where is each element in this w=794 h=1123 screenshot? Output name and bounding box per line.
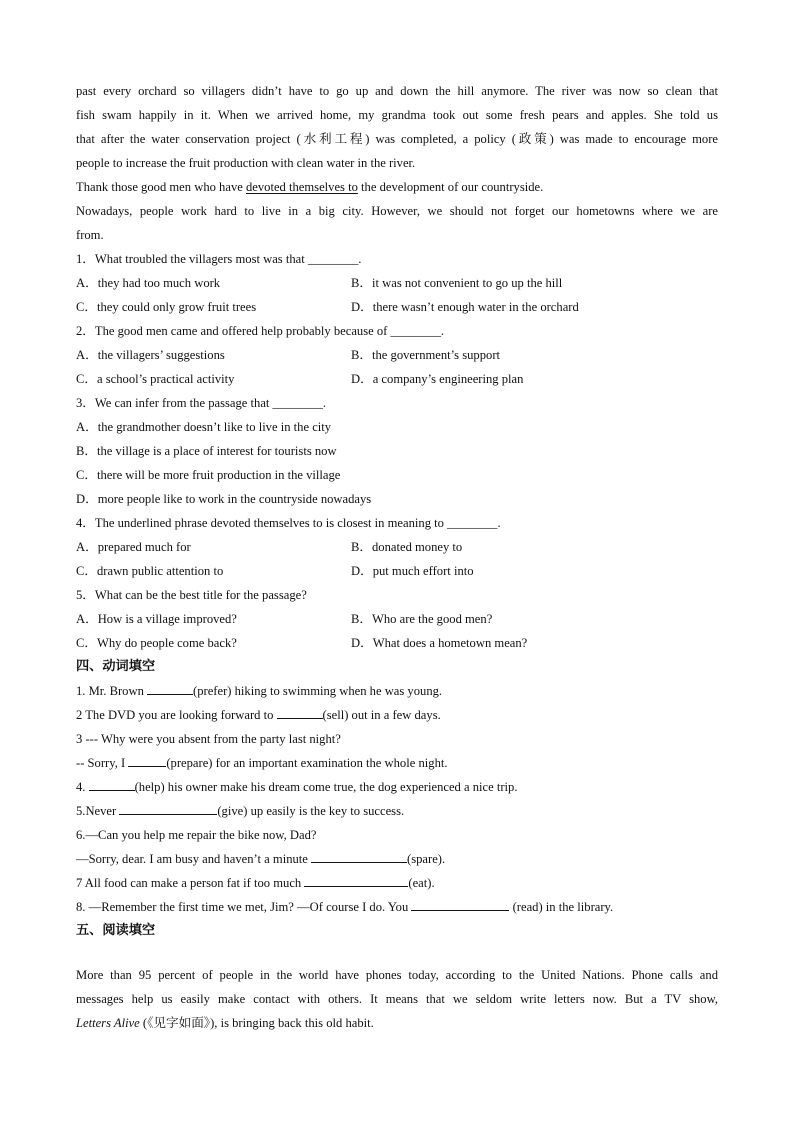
answer-blank[interactable] [147,679,193,695]
option-c: C．Why do people come back? [76,636,237,650]
passage-line: past every orchard so villagers didn’t have to go up and down the hill anymore. The river was now so clean that [76,84,718,98]
option-row [76,631,718,655]
question-stem: 5．What can be the best title for the passage? [76,588,307,602]
passage-line-underlined-phrase: Thank those good men who have devoted themselves to the development of our countryside. [76,180,544,194]
option-b: B．it was not convenient to go up the hill [351,276,563,290]
option-row [76,535,718,559]
option-d: D．there wasn’t enough water in the orchard [351,300,579,314]
option-row [76,295,718,319]
passage-line: that after the water conservation project (水利工程) was completed, a policy (政策) was made to encourage more [76,132,718,146]
section-heading: 四、动词填空 [76,659,156,674]
answer-blank[interactable] [304,871,408,887]
option-a: A．prepared much for [76,540,191,554]
answer-blank[interactable] [119,799,217,815]
option-b: B．the village is a place of interest for tourists now [76,444,337,458]
option-row [76,271,718,295]
option-c: C．a school’s practical activity [76,372,235,386]
option-c: C．they could only grow fruit trees [76,300,257,314]
answer-blank[interactable] [89,775,135,791]
fill-item: 7 All food can make a person fat if too much (eat). [76,871,718,895]
passage-line: messages help us easily make contact with others. It means that we seldom write letters now. But a TV show, [76,992,718,1006]
option-d: D．put much effort into [351,564,474,578]
option-d: D．What does a hometown mean? [351,636,528,650]
fill-item: —Sorry, dear. I am busy and haven’t a minute (spare). [76,847,718,871]
option-c: C．there will be more fruit production in the village [76,468,341,482]
option-c: C．drawn public attention to [76,564,224,578]
fill-item: -- Sorry, I (prepare) for an important examination the whole night. [76,751,718,775]
option-row [76,607,718,631]
option-b: B．the government’s support [351,348,501,362]
passage-line: Letters Alive (《见字如面》), is bringing back this old habit. [76,1016,374,1030]
option-row [76,367,718,391]
passage-line: Nowadays, people work hard to live in a big city. However, we should not forget our hometowns where we are [76,204,718,218]
passage-line: More than 95 percent of people in the world have phones today, according to the United Nations. Phone calls and [76,968,718,982]
option-d: D．more people like to work in the countryside nowadays [76,492,372,506]
option-b: B．Who are the good men? [351,612,493,626]
underlined-phrase: devoted themselves to [245,180,358,194]
fill-item: 4. (help) his owner make his dream come true, the dog experienced a nice trip. [76,775,718,799]
question-stem: 3．We can infer from the passage that ________. [76,396,327,410]
option-b: B．donated money to [351,540,463,554]
show-title: Letters Alive [76,1016,140,1030]
option-d: D．a company’s engineering plan [351,372,524,386]
passage-line: fish swam happily in it. When we arrived home, my grandma took out some fresh pears and apples. She told us [76,108,718,122]
fill-item: 2 The DVD you are looking forward to (sell) out in a few days. [76,703,718,727]
fill-item: 8. —Remember the first time we met, Jim? —Of course I do. You (read) in the library. [76,895,718,919]
answer-blank[interactable] [277,703,323,719]
spacer [76,943,718,963]
section-heading: 五、阅读填空 [76,923,156,938]
question-stem: 4．The underlined phrase devoted themselves to is closest in meaning to ________. [76,516,501,530]
answer-blank[interactable] [411,895,509,911]
answer-blank[interactable] [311,847,407,863]
option-row [76,343,718,367]
question-stem: 2．The good men came and offered help probably because of ________. [76,324,445,338]
option-a: A．How is a village improved? [76,612,237,626]
option-a: A．the villagers’ suggestions [76,348,225,362]
fill-item: 1. Mr. Brown (prefer) hiking to swimming when he was young. [76,679,718,703]
fill-item: 3 --- Why were you absent from the party last night? [76,732,341,746]
passage-line: people to increase the fruit production with clean water in the river. [76,156,416,170]
option-a: A．they had too much work [76,276,221,290]
fill-item: 5.Never (give) up easily is the key to success. [76,799,718,823]
document-page [76,79,718,1035]
passage-line: from. [76,228,104,242]
option-a: A．the grandmother doesn’t like to live in the city [76,420,332,434]
fill-item: 6.—Can you help me repair the bike now, Dad? [76,828,317,842]
answer-blank[interactable] [128,751,166,767]
question-stem: 1．What troubled the villagers most was that ________. [76,252,362,266]
option-row [76,559,718,583]
